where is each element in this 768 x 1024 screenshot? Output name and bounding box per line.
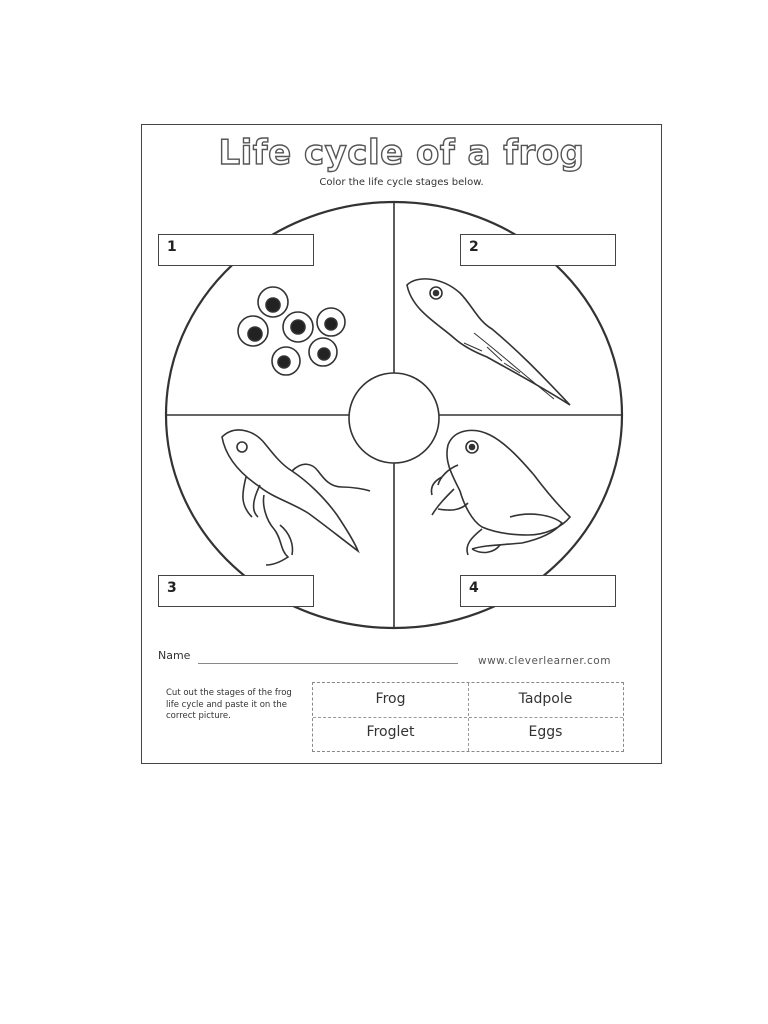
frog-eggs-illustration: [238, 287, 345, 375]
stage-box-1[interactable]: 1: [158, 234, 314, 266]
worksheet-page: [141, 124, 662, 764]
stage-box-4[interactable]: 4: [460, 575, 616, 607]
frog-illustration: [431, 430, 570, 555]
life-cycle-diagram: [142, 125, 663, 765]
cutout-word-froglet[interactable]: Froglet: [366, 724, 415, 740]
cutout-word-box: [312, 682, 624, 752]
name-label: Name: [158, 649, 191, 662]
worksheet-subtitle: Color the life cycle stages below.: [319, 177, 484, 188]
stage-box-3[interactable]: 3: [158, 575, 314, 607]
cutout-word-tadpole[interactable]: Tadpole: [518, 691, 573, 707]
froglet-illustration: [222, 430, 370, 565]
worksheet-title: Life cycle of a frog: [218, 133, 585, 173]
cutout-word-frog[interactable]: Frog: [375, 691, 406, 707]
cutout-word-eggs[interactable]: Eggs: [528, 724, 563, 740]
stage-box-2[interactable]: 2: [460, 234, 616, 266]
cut-instructions: Cut out the stages of the frog life cycle and paste it on the correct picture.: [166, 688, 292, 721]
website-text: www.cleverlearner.com: [478, 655, 611, 667]
name-line[interactable]: [198, 663, 458, 664]
center-circle: [349, 373, 439, 463]
tadpole-illustration: [407, 279, 570, 405]
